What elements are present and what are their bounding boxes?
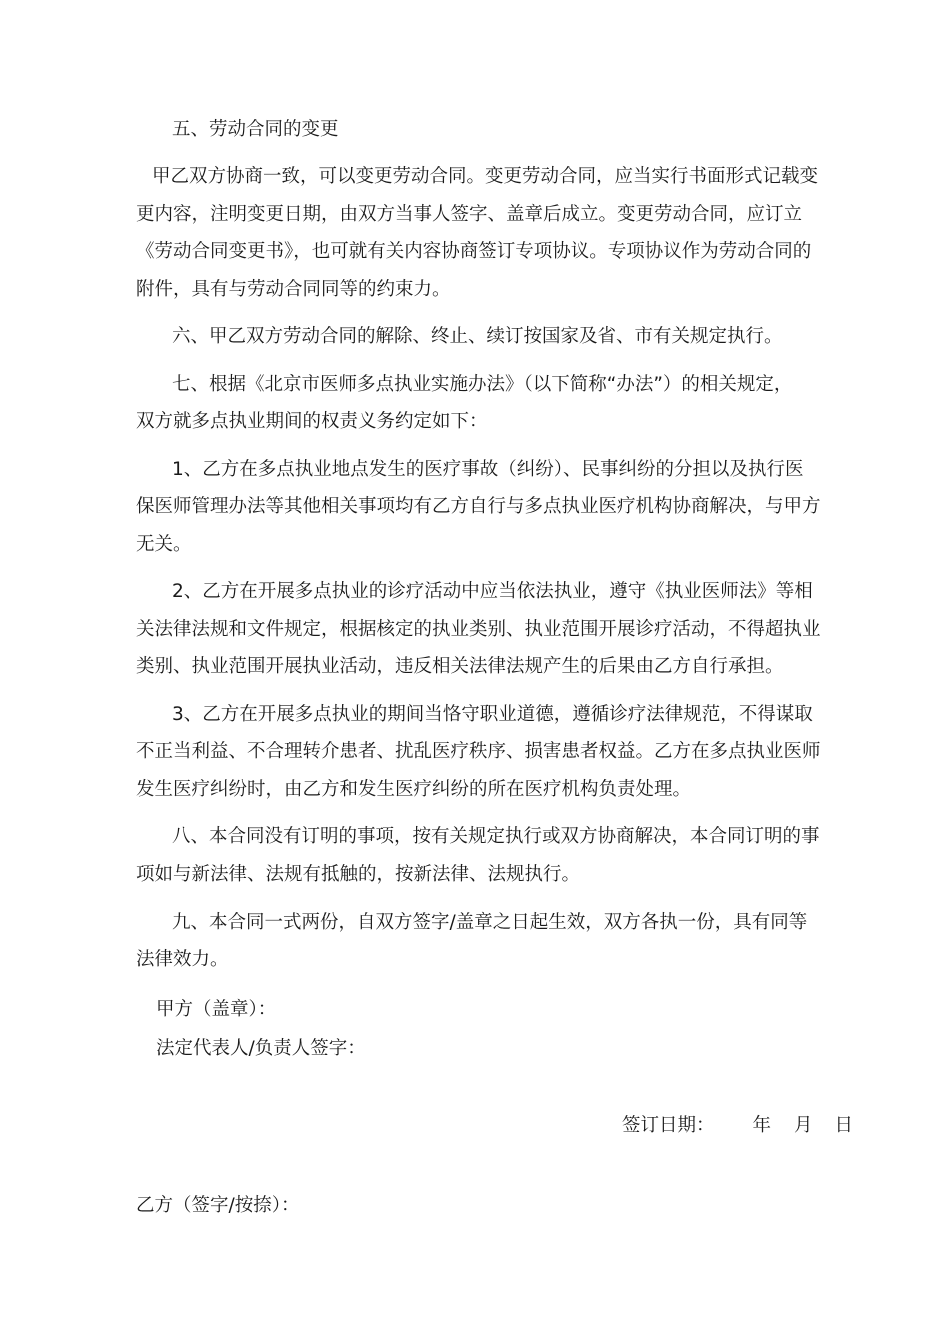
signing-date-day: 日 (834, 1115, 854, 1136)
section-5-line-1: 甲乙双方协商一致，可以变更劳动合同。变更劳动合同，应当实行书面形式记载变 (152, 166, 819, 187)
item-3-line-3: 发生医疗纠纷时，由乙方和发生医疗纠纷的所在医疗机构负责处理。 (136, 779, 692, 800)
item-1-line-3: 无关。 (136, 534, 192, 555)
section-8-line-2: 项如与新法律、法规有抵触的，按新法律、法规执行。 (136, 864, 581, 885)
item-2-line-3: 类别、执业范围开展执业活动，违反相关法律法规产生的后果由乙方自行承担。 (136, 656, 784, 677)
section-5-line-2: 更内容，注明变更日期，由双方当事人签字、盖章后成立。变更劳动合同，应订立 (136, 204, 803, 225)
signing-date-year: 年 (752, 1115, 772, 1136)
signing-date-label: 签订日期： (622, 1115, 715, 1136)
signing-date-month: 月 (794, 1115, 813, 1136)
item-1-line-2: 保医师管理办法等其他相关事项均有乙方自行与多点执业医疗机构协商解决，与甲方 (136, 496, 821, 517)
section-5-line-3: 《劳动合同变更书》，也可就有关内容协商签订专项协议。专项协议作为劳动合同的 (136, 241, 812, 262)
section-7-line-2: 双方就多点执业期间的权责义务约定如下： (136, 411, 488, 432)
party-a-rep-label: 法定代表人/负责人签字： (156, 1038, 366, 1059)
item-1-line-1: 1、乙方在多点执业地点发生的医疗事故（纠纷）、民事纠纷的分担以及执行医 (172, 459, 804, 480)
section-5-heading: 五、劳动合同的变更 (172, 119, 339, 140)
item-2-line-1: 2、乙方在开展多点执业的诊疗活动中应当依法执业，遵守《执业医师法》等相 (172, 581, 813, 602)
section-9-line-2: 法律效力。 (136, 949, 229, 970)
section-7-line-1: 七、根据《北京市医师多点执业实施办法》（以下简称“办法”）的相关规定， (172, 374, 793, 395)
party-b-sign-label: 乙方（签字/按捺）： (136, 1195, 300, 1216)
section-8-line-1: 八、本合同没有订明的事项，按有关规定执行或双方协商解决，本合同订明的事 (172, 826, 820, 847)
signing-date (622, 1113, 853, 1139)
item-2-line-2: 关法律法规和文件规定，根据核定的执业类别、执业范围开展诊疗活动，不得超执业 (136, 619, 821, 640)
section-6: 六、甲乙双方劳动合同的解除、终止、续订按国家及省、市有关规定执行。 (172, 326, 783, 347)
item-3-line-1: 3、乙方在开展多点执业的期间当恪守职业道德，遵循诊疗法律规范，不得谋取 (172, 704, 813, 725)
section-5-line-4: 附件，具有与劳动合同同等的约束力。 (136, 279, 451, 300)
section-9-line-1: 九、本合同一式两份，自双方签字/盖章之日起生效，双方各执一份，具有同等 (172, 912, 808, 933)
item-3-line-2: 不正当利益、不合理转介患者、扰乱医疗秩序、损害患者权益。乙方在多点执业医师 (136, 741, 821, 762)
party-a-seal-label: 甲方（盖章）： (156, 999, 277, 1020)
